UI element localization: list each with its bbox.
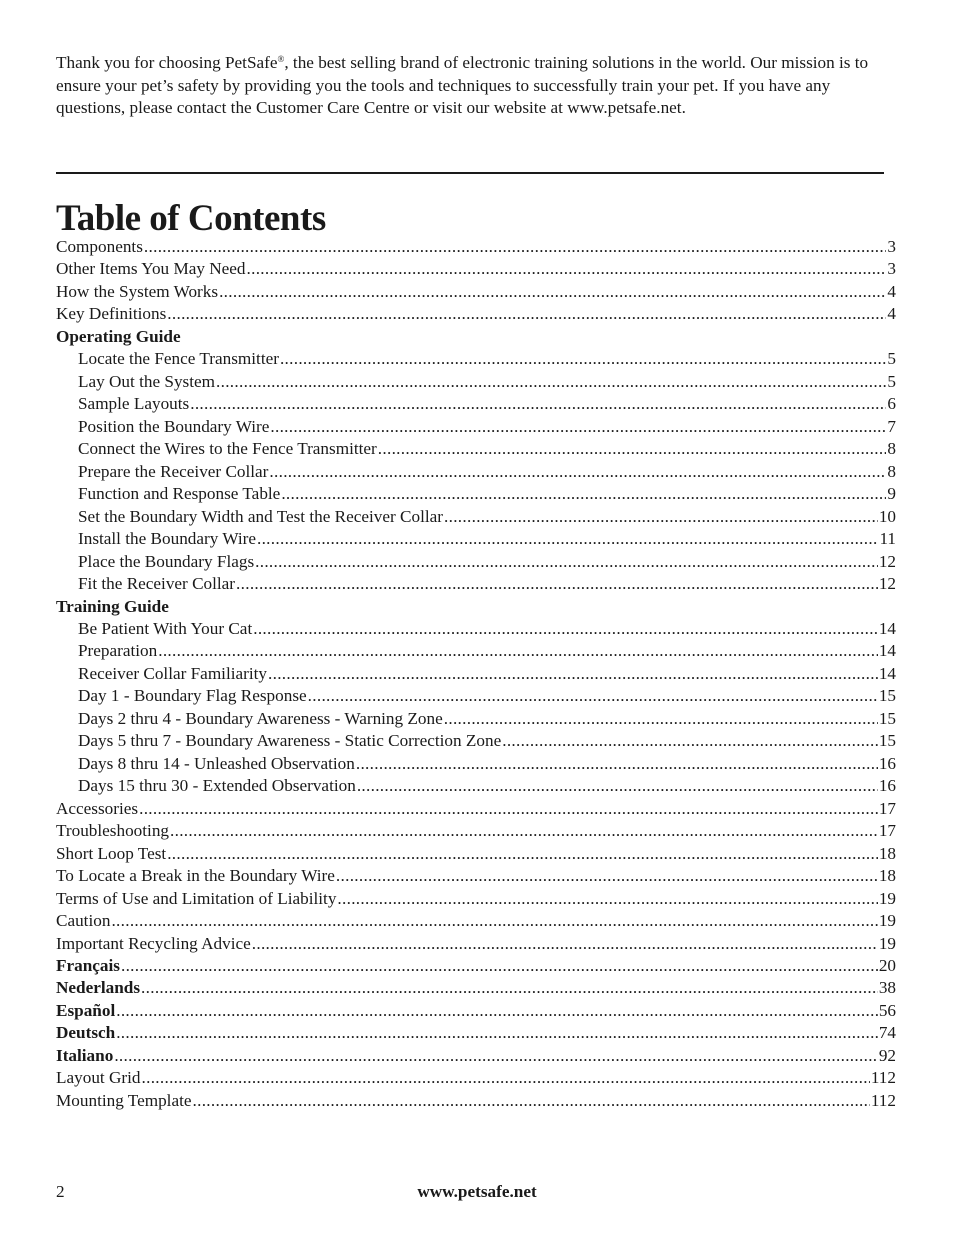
toc-entry[interactable] [56,798,896,820]
toc-entry[interactable] [56,1090,896,1112]
toc-entry[interactable] [56,730,896,752]
toc-entry-page: 11 [879,529,896,549]
toc-entry-title: Fit the Receiver Collar [78,574,236,594]
toc-entry[interactable] [56,483,896,505]
toc-entry-language[interactable] [56,1022,896,1044]
toc-leader [281,483,886,505]
footer-page-number: 2 [56,1182,65,1201]
toc-entry-language[interactable] [56,977,896,999]
toc-entry[interactable] [56,640,896,662]
toc-entry-page: 17 [878,821,896,841]
toc-entry[interactable] [56,753,896,775]
toc-leader [337,888,877,910]
toc-entry-title: Install the Boundary Wire [78,529,256,549]
toc-entry[interactable] [56,1067,896,1089]
toc-entry-page: 5 [887,349,896,369]
toc-leader [257,528,878,550]
toc-entry-page: 14 [878,663,896,683]
toc-leader [158,640,878,662]
toc-leader [356,753,878,775]
toc-leader [255,551,878,573]
toc-entry-language[interactable] [56,1045,896,1067]
toc-section-heading [56,596,896,618]
toc-leader [247,258,887,280]
toc-leader [236,573,878,595]
toc-entry-title: Deutsch [56,1023,116,1043]
toc-entry-title: Locate the Fence Transmitter [78,349,279,369]
toc-entry-title: Español [56,1000,116,1020]
toc-leader [190,393,886,415]
toc-entry-page: 5 [887,371,896,391]
toc-entry[interactable] [56,506,896,528]
toc-entry[interactable] [56,618,896,640]
toc-leader [252,933,878,955]
toc-entry[interactable] [56,348,896,370]
toc-entry-title: Days 15 thru 30 - Extended Observation [78,776,356,796]
toc-leader [270,416,886,438]
toc-leader [357,775,878,797]
toc-leader [268,663,878,685]
toc-leader [139,798,878,820]
toc-entry-title: Français [56,956,120,975]
toc-leader [116,1022,878,1044]
toc-entry-title: Key Definitions [56,304,167,324]
toc-entry-title: Caution [56,911,111,931]
toc-entry-title: Days 2 thru 4 - Boundary Awareness - Warning Zone [78,708,443,728]
toc-entry[interactable] [56,551,896,573]
intro-paragraph [56,52,898,120]
toc-entry-page: 74 [878,1023,896,1043]
toc-entry-page: 12 [878,574,896,594]
toc-entry-page: 17 [878,798,896,818]
toc-entry-title: Set the Boundary Width and Test the Receiver Collar [78,506,444,526]
toc-entry-page: 92 [878,1045,896,1065]
toc-entry-language[interactable] [56,955,896,977]
toc-leader [378,438,887,460]
toc-leader [336,865,878,887]
toc-entry-page: 8 [887,439,896,459]
toc-entry-page: 9 [887,484,896,504]
toc-leader [193,1090,870,1112]
toc-leader [170,820,878,842]
toc-entry-title: Days 8 thru 14 - Unleashed Observation [78,753,355,773]
toc-leader [167,843,878,865]
toc-entry[interactable] [56,303,896,325]
toc-list [56,236,896,1112]
toc-leader [444,506,878,528]
toc-entry-title: Short Loop Test [56,843,167,863]
toc-leader [144,236,887,258]
toc-leader [116,1000,878,1022]
toc-leader [253,618,878,640]
toc-entry[interactable] [56,685,896,707]
toc-entry-page: 10 [878,506,896,526]
toc-entry-page: 4 [887,304,896,324]
toc-entry-title: Other Items You May Need [56,259,246,279]
toc-entry-page: 4 [887,281,896,301]
toc-entry-page: 16 [878,776,896,796]
toc-section-title: Training Guide [56,596,169,616]
registered-mark: ® [277,54,285,64]
toc-entry-title: Days 5 thru 7 - Boundary Awareness - Static Correction Zone [78,731,502,751]
toc-leader [308,685,878,707]
toc-leader [216,371,886,393]
toc-leader [142,1067,870,1089]
footer-website-link[interactable]: www.petsafe.net [417,1182,537,1201]
toc-entry-title: Sample Layouts [78,394,190,414]
toc-entry[interactable] [56,281,896,303]
toc-entry-title: How the System Works [56,281,219,301]
toc-leader [114,1045,878,1067]
toc-entry-page: 8 [887,461,896,481]
toc-entry-title: Italiano [56,1045,114,1065]
toc-entry-title: Connect the Wires to the Fence Transmitter [78,439,377,459]
toc-entry-page: 18 [878,843,896,863]
toc-entry[interactable] [56,371,896,393]
toc-entry-title: To Locate a Break in the Boundary Wire [56,866,335,886]
toc-entry-page: 15 [878,708,896,728]
toc-entry-page: 112 [870,1068,896,1088]
toc-entry-language[interactable] [56,1000,896,1022]
toc-entry-page: 7 [887,416,896,436]
toc-entry-title: Prepare the Receiver Collar [78,461,269,481]
toc-entry[interactable] [56,910,896,932]
toc-entry-title: Layout Grid [56,1068,141,1088]
toc-entry[interactable] [56,528,896,550]
toc-leader [111,910,877,932]
toc-entry[interactable] [56,438,896,460]
toc-leader [141,977,878,999]
toc-entry-page: 14 [878,618,896,638]
toc-entry-title: Preparation [78,641,158,661]
toc-entry-page: 19 [878,933,896,953]
toc-entry-page: 3 [887,237,896,256]
toc-section-title: Operating Guide [56,326,181,346]
toc-leader [502,730,878,752]
toc-entry-title: Components [56,237,143,256]
toc-entry[interactable] [56,393,896,415]
toc-entry-title: Function and Response Table [78,484,281,504]
toc-entry-title: Mounting Template [56,1090,192,1110]
toc-entry-title: Nederlands [56,978,141,998]
toc-entry-page: 19 [878,911,896,931]
toc-leader [280,348,886,370]
toc-entry-page: 38 [878,978,896,998]
toc-entry[interactable] [56,843,896,865]
toc-entry-title: Troubleshooting [56,821,170,841]
toc-entry[interactable] [56,708,896,730]
toc-entry-page: 6 [887,394,896,414]
toc-entry-page: 15 [878,686,896,706]
toc-entry-page: 19 [878,888,896,908]
toc-entry-title: Lay Out the System [78,371,216,391]
toc-entry-page: 12 [878,551,896,571]
toc-leader [167,303,886,325]
toc-entry-page: 14 [878,641,896,661]
toc-entry[interactable] [56,865,896,887]
toc-entry[interactable] [56,236,896,258]
intro-text-start: Thank you for choosing PetSafe [56,53,278,72]
toc-entry[interactable] [56,775,896,797]
toc-leader [121,955,878,977]
toc-entry-title: Accessories [56,798,139,818]
toc-entry-title: Receiver Collar Familiarity [78,663,268,683]
toc-leader [444,708,878,730]
toc-entry[interactable] [56,258,896,280]
toc-entry-page: 18 [878,866,896,886]
toc-leader [269,461,886,483]
toc-title: Table of Contents [56,198,326,239]
toc-leader [219,281,886,303]
intro-text-rest: , the best selling brand of electronic training solutions in the world. Our mission is to ensure your pet’s safety by providing you the tools and techniques to successfully train your pet. If you have any questions, please contact the Customer Care Centre or visit our website at www.petsafe.net. [56,53,869,117]
toc-entry-title: Terms of Use and Limitation of Liability [56,888,337,908]
toc-entry[interactable] [56,573,896,595]
toc-entry-page: 112 [870,1090,896,1110]
toc-entry[interactable] [56,933,896,955]
toc-entry-title: Place the Boundary Flags [78,551,255,571]
toc-entry-page: 3 [887,259,896,279]
toc-entry-title: Day 1 - Boundary Flag Response [78,686,307,706]
toc-entry-title: Be Patient With Your Cat [78,618,253,638]
toc-entry-page: 16 [878,753,896,773]
toc-entry-page: 15 [878,731,896,751]
toc-entry[interactable] [56,820,896,842]
toc-section-heading [56,326,896,348]
toc-entry[interactable] [56,663,896,685]
toc-entry-page: 20 [878,956,896,975]
horizontal-divider [56,172,884,174]
toc-entry[interactable] [56,461,896,483]
toc-entry[interactable] [56,888,896,910]
toc-entry-title: Important Recycling Advice [56,933,251,953]
toc-entry[interactable] [56,416,896,438]
toc-entry-title: Position the Boundary Wire [78,416,270,436]
toc-entry-page: 56 [878,1000,896,1020]
